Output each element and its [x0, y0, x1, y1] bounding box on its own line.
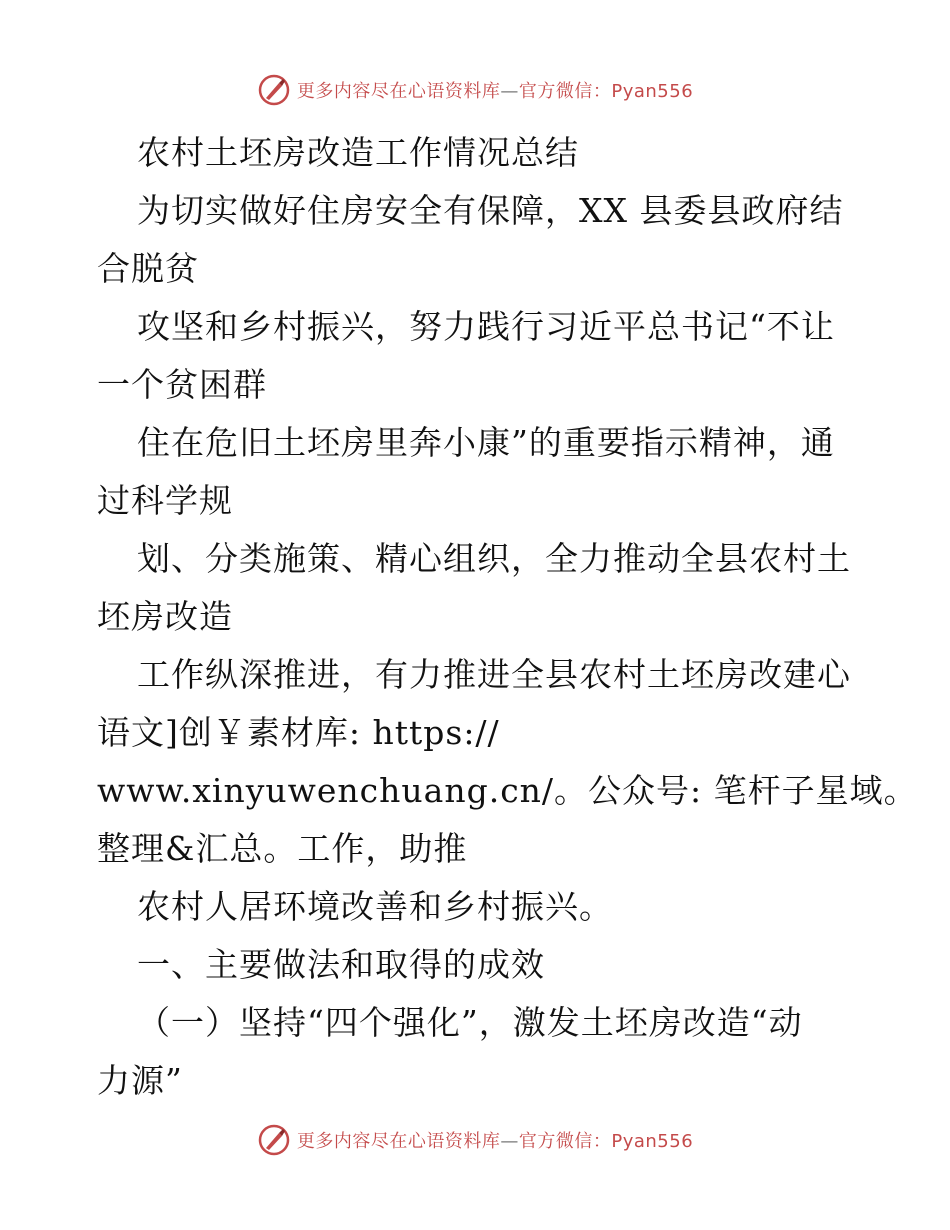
banner-wechat-label: 官方微信：	[518, 81, 612, 102]
footer-banner	[0, 1120, 950, 1160]
banner-text	[297, 1127, 693, 1153]
doc-line: 整理&汇总。工作，助推	[97, 829, 468, 868]
banner-wechat-id: Pyan556	[611, 1131, 694, 1152]
doc-line: 一个贫困群	[97, 365, 267, 404]
subsection-heading-cont: 力源”	[97, 1061, 183, 1100]
header-banner	[0, 70, 950, 110]
banner-main-text: 更多内容尽在心语资料库	[296, 81, 501, 102]
banner-wechat-id: Pyan556	[611, 81, 694, 102]
doc-line: 工作纵深推进，有力推进全县农村土坯房改建心	[137, 655, 851, 694]
doc-line: 农村人居环境改善和乡村振兴。	[137, 887, 613, 926]
subsection-heading: （一）坚持“四个强化”，激发土坯房改造“动	[137, 1003, 803, 1042]
pen-seal-logo-icon	[257, 1123, 291, 1157]
doc-line: 过科学规	[97, 481, 233, 520]
banner-dash: —	[500, 1131, 519, 1152]
banner-wechat-label: 官方微信：	[518, 1131, 612, 1152]
document-body	[97, 124, 918, 1110]
doc-line: 攻坚和乡村振兴，努力践行习近平总书记“不让	[137, 307, 835, 346]
banner-main-text: 更多内容尽在心语资料库	[296, 1131, 501, 1152]
doc-line: 坯房改造	[97, 597, 233, 636]
doc-line: 合脱贫	[97, 249, 199, 288]
banner-text	[297, 77, 693, 103]
section-heading: 一、主要做法和取得的成效	[137, 945, 545, 984]
pen-seal-logo-icon	[257, 73, 291, 107]
doc-title: 农村土坯房改造工作情况总结	[137, 133, 579, 172]
doc-line-url: www.xinyuwenchuang.cn/。公众号: 笔杆子星域。	[97, 771, 918, 810]
doc-line: 划、分类施策、精心组织，全力推动全县农村土	[137, 539, 851, 578]
doc-line: 为切实做好住房安全有保障，XX 县委县政府结	[137, 191, 844, 230]
doc-line: 住在危旧土坯房里奔小康”的重要指示精神，通	[137, 423, 835, 462]
banner-dash: —	[500, 81, 519, 102]
doc-line-url-prefix: 语文]创￥素材库: https://	[97, 713, 500, 752]
